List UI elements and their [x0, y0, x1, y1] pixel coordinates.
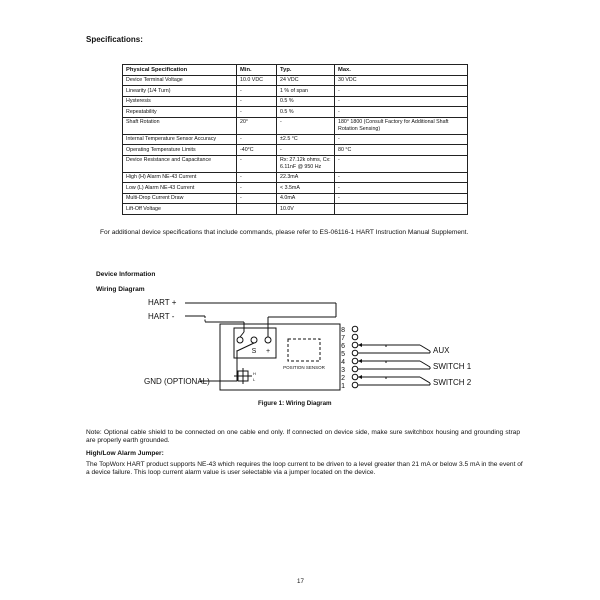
table-row	[123, 96, 468, 107]
table-cell	[237, 204, 277, 215]
terminal-plus-label: +	[265, 348, 271, 355]
terminal-minus	[237, 337, 243, 343]
table-cell: -	[335, 193, 468, 204]
switch2-arrow-icon	[358, 375, 362, 379]
table-cell: 180° 1800 (Consult Factory for Additional Shaft Rotation Sensing)	[335, 117, 468, 134]
table-cell: Repeatability	[123, 107, 237, 118]
table-cell: 30 VDC	[335, 75, 468, 86]
aux-switch	[358, 345, 430, 353]
alarm-jumper-text: The TopWorx HART product supports NE-43 which requires the loop current to be driven to a level greater than 21 mA or below 3.5 mA in the event of a device failure. This loop current alarm value is user selectable via a jumper located on the device.	[86, 461, 523, 477]
table-cell: 22.3mA	[277, 172, 335, 183]
switch2-label: SWITCH 2	[433, 378, 472, 387]
terminal-number: 5	[341, 351, 345, 358]
table-cell: -	[335, 172, 468, 183]
table-cell: 10.0V	[277, 204, 335, 215]
alarm-jumper-heading: High/Low Alarm Jumper:	[86, 450, 164, 457]
table-row	[123, 155, 468, 172]
table-cell: Multi-Drop Current Draw	[123, 193, 237, 204]
terminal-number: 1	[341, 383, 345, 390]
table-cell: Device Terminal Voltage	[123, 75, 237, 86]
terminal-number: 2	[341, 375, 345, 382]
table-cell: 24 VDC	[277, 75, 335, 86]
table-cell: -	[237, 96, 277, 107]
switch1-arrow-icon	[358, 359, 362, 363]
table-cell: Hysteresis	[123, 96, 237, 107]
table-cell: Lift-Off Voltage	[123, 204, 237, 215]
terminal-minus-label: -	[235, 348, 239, 355]
table-cell: 1 % of span	[277, 86, 335, 97]
terminal-number: 3	[341, 367, 345, 374]
table-cell: Low (L) Alarm NE-43 Current	[123, 183, 237, 194]
specifications-heading: Specifications:	[86, 35, 143, 44]
jumper-l-label: L	[253, 377, 256, 382]
table-cell: -	[237, 193, 277, 204]
switch1-label: SWITCH 1	[433, 362, 472, 371]
column-header: Typ.	[277, 65, 335, 76]
table-cell: -	[237, 134, 277, 145]
cable-shield-note: Note: Optional cable shield to be connected on one cable end only. If connected on device side, make sure switchbox housing and grounding strap are properly earth grounded.	[86, 429, 520, 445]
table-row	[123, 134, 468, 145]
column-header: Physical Specification	[123, 65, 237, 76]
table-cell	[335, 204, 468, 215]
terminal-number: 6	[341, 343, 345, 350]
table-cell: Internal Temperature Sensor Accuracy	[123, 134, 237, 145]
table-cell: 0.5 %	[277, 96, 335, 107]
table-row	[123, 86, 468, 97]
table-row	[123, 204, 468, 215]
table-row	[123, 193, 468, 204]
table-row	[123, 145, 468, 156]
table-cell: Rx: 27.12k ohms, Cx: 6.11nF @ 950 Hz	[277, 155, 335, 172]
table-row	[123, 183, 468, 194]
position-sensor-label: POSITION SENSOR	[283, 365, 325, 370]
table-cell: Device Resistance and Capacitance	[123, 155, 237, 172]
position-sensor-box	[288, 339, 320, 361]
table-cell: -	[335, 107, 468, 118]
specifications-table	[122, 64, 468, 215]
additional-specifications-note: For additional device specifications that include commands, please refer to ES-06116-1 HART Instruction Manual Supplement.	[100, 229, 469, 236]
table-cell: 20°	[237, 117, 277, 134]
table-header-row	[123, 65, 468, 76]
terminal-plus	[265, 337, 271, 343]
table-row	[123, 117, 468, 134]
column-header: Min.	[237, 65, 277, 76]
table-cell: -	[237, 107, 277, 118]
terminal-shield	[251, 337, 257, 343]
page-number: 17	[297, 578, 304, 585]
table-cell: -40°C	[237, 145, 277, 156]
table-cell: 4.0mA	[277, 193, 335, 204]
terminal-s-label: S	[251, 348, 257, 355]
table-cell: < 3.5mA	[277, 183, 335, 194]
table-cell: -	[277, 145, 335, 156]
device-information-heading: Device Information	[96, 271, 156, 278]
table-cell: 10.0 VDC	[237, 75, 277, 86]
table-row	[123, 107, 468, 118]
table-cell: -	[237, 155, 277, 172]
switch-2	[358, 377, 430, 385]
table-row	[123, 172, 468, 183]
table-cell: -	[335, 155, 468, 172]
table-cell: Shaft Rotation	[123, 117, 237, 134]
terminal-number: 4	[341, 359, 345, 366]
terminal-strip	[352, 326, 358, 388]
aux-label: AUX	[433, 346, 450, 355]
table-cell: -	[277, 117, 335, 134]
table-cell: Operating Temperature Limits	[123, 145, 237, 156]
jumper-h-label: H	[253, 371, 256, 376]
table-cell: -	[237, 172, 277, 183]
table-cell: -	[335, 183, 468, 194]
wiring-diagram-heading: Wiring Diagram	[96, 286, 145, 293]
table-cell: -	[237, 183, 277, 194]
table-cell: -	[335, 96, 468, 107]
table-cell: -	[335, 134, 468, 145]
figure-caption: Figure 1: Wiring Diagram	[258, 400, 332, 407]
switch-1	[358, 361, 430, 369]
table-row	[123, 75, 468, 86]
column-header: Max.	[335, 65, 468, 76]
table-cell: High (H) Alarm NE-43 Current	[123, 172, 237, 183]
table-cell: Linearity (1/4 Turn)	[123, 86, 237, 97]
aux-arrow-icon	[358, 343, 362, 347]
terminal-number: 7	[341, 335, 345, 342]
hart-plus-label: HART +	[148, 298, 177, 307]
table-cell: 80 °C	[335, 145, 468, 156]
terminal-number: 8	[341, 327, 345, 334]
wiring-diagram	[130, 295, 480, 395]
table-cell: -	[335, 86, 468, 97]
table-cell: 0.5 %	[277, 107, 335, 118]
hart-minus-label: HART -	[148, 312, 175, 321]
gnd-label: GND (OPTIONAL)	[144, 377, 210, 386]
table-cell: -	[237, 86, 277, 97]
table-cell: ±2.5 °C	[277, 134, 335, 145]
